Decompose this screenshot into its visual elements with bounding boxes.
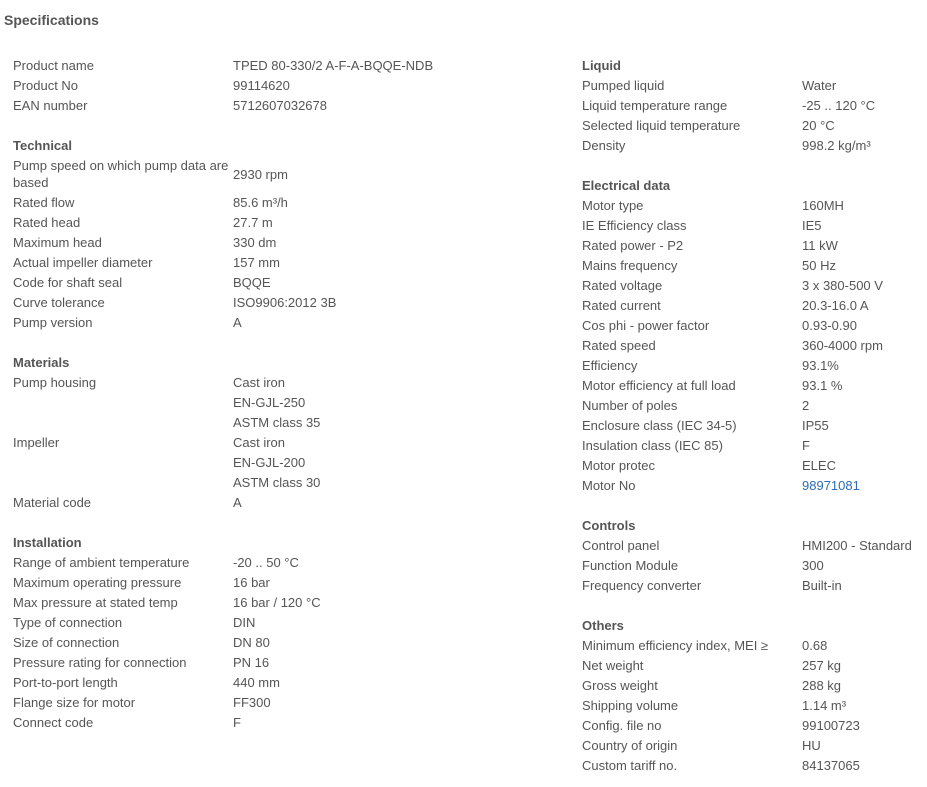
section-title-installation: Installation: [13, 535, 82, 550]
others-section: [582, 616, 927, 776]
spec-value: A: [233, 315, 242, 330]
spec-row: [13, 473, 573, 493]
spec-row: [13, 313, 573, 333]
spec-value: 5712607032678: [233, 98, 327, 113]
spec-label: Range of ambient temperature: [13, 555, 190, 570]
spec-value: 99100723: [802, 718, 860, 733]
spec-value: F: [802, 438, 810, 453]
section-title-technical: Technical: [13, 138, 73, 153]
spec-row: [13, 673, 573, 693]
spec-value: TPED 80-330/2 A-F-A-BQQE-NDB: [233, 58, 434, 73]
section-title-others: Others: [582, 618, 624, 633]
section-title-controls: Controls: [582, 518, 636, 533]
spec-label: Size of connection: [13, 635, 120, 650]
motor-no-link[interactable]: 98971081: [802, 478, 860, 493]
spec-row: [13, 213, 573, 233]
spec-value: -25 .. 120 °C: [802, 98, 876, 113]
spec-row: [582, 256, 927, 276]
spec-label: Density: [582, 138, 626, 153]
spec-row: [13, 593, 573, 613]
spec-row: [582, 436, 927, 456]
spec-row: [582, 536, 927, 556]
right-column: [582, 56, 927, 776]
spec-value: 93.1 %: [802, 378, 843, 393]
spec-label: IE Efficiency class: [582, 218, 687, 233]
spec-row: [13, 453, 573, 473]
spec-label: Material code: [13, 495, 92, 510]
spec-value: ASTM class 30: [233, 475, 321, 490]
spec-label: Function Module: [582, 558, 679, 573]
spec-label: Enclosure class (IEC 34-5): [582, 418, 737, 433]
spec-label: Curve tolerance: [13, 295, 105, 310]
spec-label: Actual impeller diameter: [13, 255, 153, 270]
spec-value: 0.68: [802, 638, 828, 653]
spec-label: Pump housing: [13, 375, 97, 390]
spec-label: Cos phi - power factor: [582, 318, 710, 333]
spec-value: 440 mm: [233, 675, 280, 690]
spec-value: Cast iron: [233, 435, 286, 450]
spec-label: Gross weight: [582, 678, 658, 693]
spec-label: Mains frequency: [582, 258, 678, 273]
spec-label: Maximum head: [13, 235, 102, 250]
controls-section: [582, 516, 927, 596]
spec-row: [582, 136, 927, 156]
spec-value: 300: [802, 558, 824, 573]
spec-label: Rated head: [13, 215, 81, 230]
spec-value: BQQE: [233, 275, 271, 290]
spec-label: Number of poles: [582, 398, 678, 413]
spec-row: [13, 633, 573, 653]
technical-section: [13, 136, 573, 333]
spec-row: [582, 656, 927, 676]
spec-value: DIN: [233, 615, 256, 630]
spec-row: [582, 216, 927, 236]
spec-row: [13, 713, 573, 733]
spec-value: DN 80: [233, 635, 270, 650]
spec-value: 257 kg: [802, 658, 842, 673]
spec-value: 11 kW: [802, 238, 838, 253]
spec-label: Pump speed on which pump data are based: [13, 158, 229, 190]
spec-row: [582, 416, 927, 436]
spec-label: Maximum operating pressure: [13, 575, 182, 590]
spec-row: [13, 56, 573, 76]
spec-label: Frequency converter: [582, 578, 702, 593]
spec-row: [582, 96, 927, 116]
spec-row: [13, 653, 573, 673]
spec-row: [13, 393, 573, 413]
spec-label: Motor type: [582, 198, 644, 213]
spec-value: EN-GJL-200: [233, 455, 306, 470]
spec-value: Built-in: [802, 578, 842, 593]
section-title-electrical: Electrical data: [582, 178, 671, 193]
spec-value: Cast iron: [233, 375, 286, 390]
spec-row: [582, 196, 927, 216]
spec-value: IE5: [802, 218, 822, 233]
spec-value: HU: [802, 738, 821, 753]
installation-section: [13, 533, 573, 733]
spec-value: -20 .. 50 °C: [233, 555, 299, 570]
liquid-section: [582, 56, 927, 156]
spec-row: [13, 493, 573, 513]
spec-value: 0.93-0.90: [802, 318, 857, 333]
spec-row: [13, 693, 573, 713]
spec-row: [13, 253, 573, 273]
spec-row: [582, 636, 927, 656]
spec-row: [582, 576, 927, 596]
spec-row: [582, 296, 927, 316]
spec-label: Connect code: [13, 715, 94, 730]
spec-row: [13, 233, 573, 253]
spec-value: HMI200 - Standard: [802, 538, 912, 553]
spec-label: Custom tariff no.: [582, 758, 678, 773]
spec-label: EAN number: [13, 98, 88, 113]
spec-value: 20 °C: [802, 118, 835, 133]
spec-row: [582, 116, 927, 136]
spec-value: 27.7 m: [233, 215, 273, 230]
spec-label: Impeller: [13, 435, 60, 450]
spec-value: FF300: [233, 695, 271, 710]
spec-value: ELEC: [802, 458, 836, 473]
spec-label: Flange size for motor: [13, 695, 136, 710]
spec-label: Control panel: [582, 538, 660, 553]
page-title: Specifications: [4, 12, 99, 28]
spec-value: 99114620: [233, 78, 290, 93]
spec-label: Motor protec: [582, 458, 655, 473]
spec-label: Country of origin: [582, 738, 678, 753]
spec-value: 20.3-16.0 A: [802, 298, 869, 313]
spec-label: Net weight: [582, 658, 644, 673]
spec-row: [13, 373, 573, 393]
spec-value: 84137065: [802, 758, 860, 773]
spec-row: [582, 276, 927, 296]
spec-row: [582, 556, 927, 576]
spec-row: [13, 293, 573, 313]
spec-row: [582, 376, 927, 396]
spec-row: [582, 336, 927, 356]
section-title-materials: Materials: [13, 355, 70, 370]
spec-label: Efficiency: [582, 358, 638, 373]
spec-row: [582, 236, 927, 256]
spec-label: Product name: [13, 58, 94, 73]
spec-value: Water: [802, 78, 837, 93]
spec-row: [582, 396, 927, 416]
spec-value: 16 bar / 120 °C: [233, 595, 321, 610]
spec-value: 160MH: [802, 198, 844, 213]
spec-label: Rated speed: [582, 338, 656, 353]
spec-value: 998.2 kg/m³: [802, 138, 871, 153]
left-column: [13, 56, 573, 733]
spec-row: [13, 433, 573, 453]
spec-row: [13, 156, 573, 193]
spec-row: [582, 696, 927, 716]
spec-row: [13, 76, 573, 96]
materials-section: [13, 353, 573, 513]
spec-value: ASTM class 35: [233, 415, 321, 430]
spec-row: [13, 273, 573, 293]
spec-row: [582, 716, 927, 736]
spec-label: Config. file no: [582, 718, 662, 733]
spec-value: ISO9906:2012 3B: [233, 295, 337, 310]
spec-label: Minimum efficiency index, MEI ≥: [582, 638, 769, 653]
spec-label: Insulation class (IEC 85): [582, 438, 723, 453]
spec-row: [13, 413, 573, 433]
spec-value: A: [233, 495, 242, 510]
spec-row: [582, 356, 927, 376]
spec-row: [582, 456, 927, 476]
spec-row: [582, 736, 927, 756]
spec-label: Pump version: [13, 315, 93, 330]
spec-label: Rated flow: [13, 195, 75, 210]
spec-value: 50 Hz: [802, 258, 836, 273]
spec-label: Pressure rating for connection: [13, 655, 187, 670]
spec-row: [13, 553, 573, 573]
spec-value: 16 bar: [233, 575, 270, 590]
spec-value: PN 16: [233, 655, 270, 670]
spec-label: Port-to-port length: [13, 675, 118, 690]
spec-value: 3 x 380-500 V: [802, 278, 883, 293]
spec-label: Liquid temperature range: [582, 98, 728, 113]
spec-value: 93.1%: [802, 358, 839, 373]
spec-value: F: [233, 715, 241, 730]
spec-value: 157 mm: [233, 255, 280, 270]
spec-label: Rated current: [582, 298, 661, 313]
spec-row: [13, 573, 573, 593]
general-section: [13, 56, 573, 116]
spec-value: 360-4000 rpm: [802, 338, 883, 353]
spec-row: [582, 676, 927, 696]
spec-label: Rated power - P2: [582, 238, 684, 253]
spec-value: EN-GJL-250: [233, 395, 306, 410]
spec-label: Rated voltage: [582, 278, 663, 293]
spec-label: Max pressure at stated temp: [13, 595, 178, 610]
spec-row: [582, 476, 927, 496]
spec-label: Motor No: [582, 478, 636, 493]
spec-row: [13, 193, 573, 213]
spec-value: IP55: [802, 418, 829, 433]
spec-label: Motor efficiency at full load: [582, 378, 736, 393]
spec-label: Pumped liquid: [582, 78, 665, 93]
spec-row: [582, 76, 927, 96]
spec-value: 85.6 m³/h: [233, 195, 288, 210]
spec-row: [13, 96, 573, 116]
spec-row: [582, 756, 927, 776]
spec-label: Type of connection: [13, 615, 123, 630]
spec-value: 2930 rpm: [233, 166, 288, 182]
spec-label: Code for shaft seal: [13, 275, 123, 290]
spec-value: 288 kg: [802, 678, 842, 693]
spec-value: 1.14 m³: [802, 698, 847, 713]
spec-row: [13, 613, 573, 633]
electrical-section: [582, 176, 927, 496]
spec-value: 2: [802, 398, 810, 413]
spec-label: Product No: [13, 78, 79, 93]
section-title-liquid: Liquid: [582, 58, 621, 73]
spec-label: Selected liquid temperature: [582, 118, 741, 133]
spec-row: [582, 316, 927, 336]
spec-value: 330 dm: [233, 235, 277, 250]
spec-label: Shipping volume: [582, 698, 679, 713]
